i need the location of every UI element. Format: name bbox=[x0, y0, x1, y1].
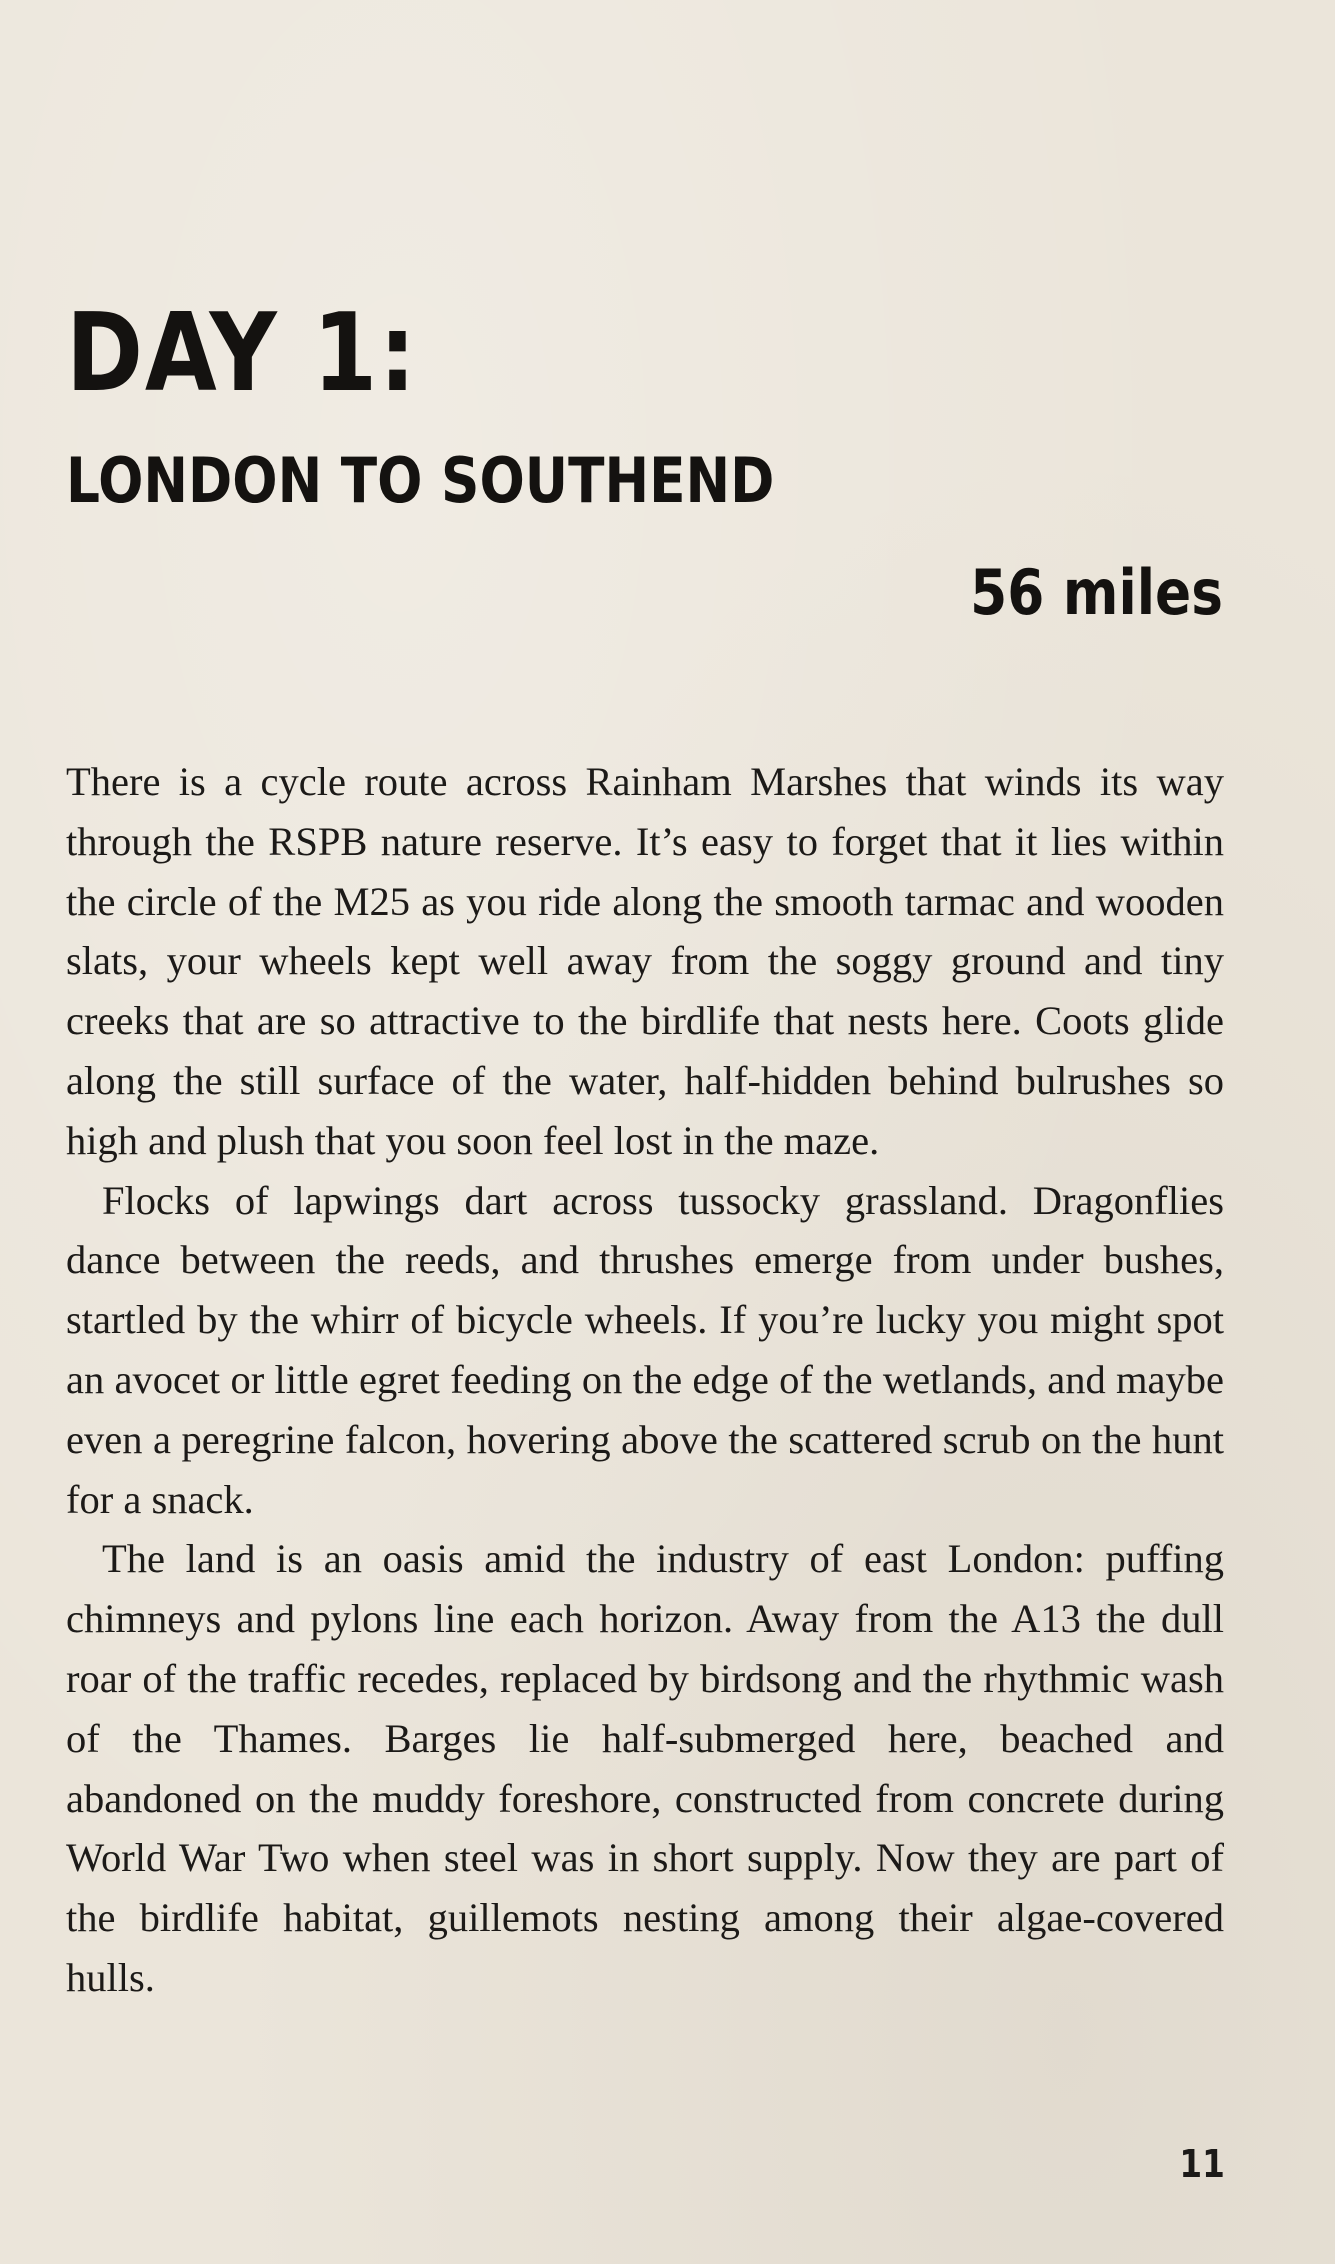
page-number: 11 bbox=[1179, 2142, 1225, 2186]
paragraph-3: The land is an oasis amid the industry of east London: puffing chimneys and pylons line each horizon. Away from the A13 the dull roar of the traffic recedes, replaced by birdsong and the rhythmic wash of the Thames. Barges lie half-submerged here, beached and abandoned on the muddy foreshore, constructed from concrete during World War Two when steel was in short supply. Now they are part of the birdlife habitat, guillemots nesting among their algae-covered hulls. bbox=[66, 1536, 1224, 2000]
route-distance: 56 miles bbox=[970, 556, 1223, 629]
paragraph-2: Flocks of lapwings dart across tussocky grassland. Dragonflies dance between the reeds, and thrushes emerge from under bushes, startled by the whirr of bicycle wheels. If you’re lucky you might spot an avocet or little egret feeding on the edge of the wetlands, and maybe even a peregrine falcon, hovering above the scattered scrub on the hunt for a snack. bbox=[66, 1177, 1224, 1522]
paragraph-1: There is a cycle route across Rainham Marshes that winds its way through the RSPB nature reserve. It’s easy to forget that it lies within the circle of the M25 as you ride along the smooth tarmac and wooden slats, your wheels kept well away from the soggy ground and tiny creeks that are so attractive to the birdlife that nests here. Coots glide along the still surface of the water, half-hidden behind bulrushes so high and plush that you soon feel lost in the maze. bbox=[66, 759, 1224, 1163]
chapter-route-heading: LONDON TO SOUTHEND bbox=[66, 444, 775, 517]
chapter-body bbox=[66, 752, 1224, 2008]
chapter-day-heading: DAY 1: bbox=[66, 291, 418, 416]
